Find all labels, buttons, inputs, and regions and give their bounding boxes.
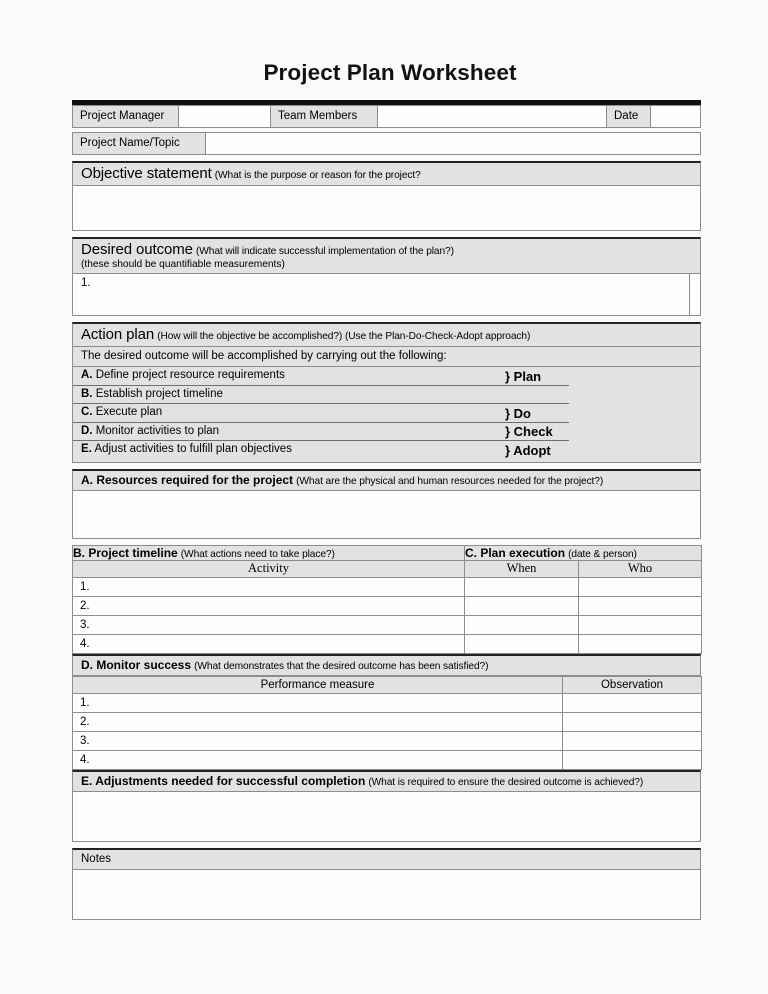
project-name-label: Project Name/Topic xyxy=(72,132,206,155)
monitor-measure-input[interactable] xyxy=(73,712,563,731)
monitor-measure-input[interactable] xyxy=(73,693,563,712)
step-label: Execute plan xyxy=(95,406,163,418)
table-row xyxy=(73,577,702,596)
timeline-when-input[interactable] xyxy=(465,615,579,634)
resources-header xyxy=(72,469,701,491)
timeline-c-header xyxy=(465,545,702,560)
objective-input[interactable] xyxy=(72,186,701,231)
action-plan-step-text xyxy=(81,406,162,418)
timeline-section-headers xyxy=(73,545,702,560)
action-plan-section xyxy=(72,322,701,463)
adjustments-header xyxy=(72,770,701,792)
timeline-b-hint: (What actions need to take place?) xyxy=(180,548,335,560)
table-row xyxy=(73,596,702,615)
desired-outcome-header xyxy=(72,237,701,274)
step-letter: E. xyxy=(81,443,92,455)
adjustments-section xyxy=(72,770,701,842)
monitor-observation-input[interactable] xyxy=(563,750,702,769)
step-brace-check: } Check xyxy=(505,424,553,440)
notes-input[interactable] xyxy=(72,870,701,920)
action-plan-step xyxy=(73,367,700,386)
timeline-column-headers xyxy=(73,560,702,577)
desired-outcome-section xyxy=(72,237,701,316)
action-plan-header xyxy=(72,322,701,347)
step-label: Adjust activities to fulfill plan objectives xyxy=(94,443,292,455)
objective-section xyxy=(72,161,701,231)
page-title: Project Plan Worksheet xyxy=(263,60,517,85)
timeline-who-input[interactable] xyxy=(579,596,702,615)
action-plan-lead-in: The desired outcome will be accomplished by carrying out the following: xyxy=(72,347,701,367)
identity-row xyxy=(72,105,708,128)
monitor-measure-input[interactable] xyxy=(73,731,563,750)
monitor-observation-input[interactable] xyxy=(563,712,702,731)
column-header-performance-measure: Performance measure xyxy=(73,676,563,693)
column-header-when: When xyxy=(465,560,579,577)
monitor-observation-input[interactable] xyxy=(563,693,702,712)
resources-heading: A. Resources required for the project xyxy=(81,472,294,487)
project-name-row xyxy=(72,132,708,155)
row-number: 1. xyxy=(80,580,90,593)
step-brace-adopt: } Adopt xyxy=(505,442,551,458)
notes-header: Notes xyxy=(72,848,701,870)
step-letter: D. xyxy=(81,424,93,437)
timeline-activity-input[interactable] xyxy=(73,634,465,653)
desired-outcome-subhint: (these should be quantifiable measurements) xyxy=(81,259,285,270)
monitor-measure-input[interactable] xyxy=(73,750,563,769)
project-name-input[interactable] xyxy=(206,132,701,155)
table-row xyxy=(73,750,702,769)
monitor-heading: D. Monitor success xyxy=(81,657,192,672)
project-manager-input[interactable] xyxy=(179,105,271,128)
monitor-section xyxy=(72,654,701,770)
row-number: 3. xyxy=(80,618,90,631)
timeline-b-header xyxy=(73,545,465,560)
step-letter: B. xyxy=(81,387,93,400)
table-row xyxy=(73,712,702,731)
action-plan-hint: (How will the objective be accomplished?) (Use the Plan-Do-Check-Adopt approach) xyxy=(157,331,531,342)
action-plan-step-text xyxy=(81,388,223,400)
row-number: 2. xyxy=(80,715,90,728)
action-plan-step xyxy=(73,386,700,405)
column-header-observation: Observation xyxy=(563,676,702,693)
action-plan-step xyxy=(73,423,700,442)
step-brace-do: } Do xyxy=(505,405,531,421)
timeline-when-input[interactable] xyxy=(465,634,579,653)
adjustments-input[interactable] xyxy=(72,792,701,842)
step-label: Monitor activities to plan xyxy=(95,424,220,437)
column-header-activity: Activity xyxy=(73,560,465,577)
timeline-who-input[interactable] xyxy=(579,615,702,634)
resources-section xyxy=(72,469,701,539)
timeline-when-input[interactable] xyxy=(465,596,579,615)
team-members-input[interactable] xyxy=(378,105,607,128)
monitor-header xyxy=(72,654,701,676)
timeline-c-hint: (date & person) xyxy=(568,548,637,560)
timeline-table xyxy=(72,545,702,654)
timeline-who-input[interactable] xyxy=(579,634,702,653)
row-number: 1. xyxy=(80,696,90,709)
adjustments-heading: E. Adjustments needed for successful completion xyxy=(81,773,366,788)
monitor-observation-input[interactable] xyxy=(563,731,702,750)
timeline-activity-input[interactable] xyxy=(73,596,465,615)
resources-input[interactable] xyxy=(72,491,701,539)
worksheet-body xyxy=(72,100,708,920)
timeline-activity-input[interactable] xyxy=(73,615,465,634)
desired-outcome-item-number: 1. xyxy=(81,277,91,289)
notes-section xyxy=(72,848,701,920)
monitor-table xyxy=(72,676,702,770)
step-letter: A. xyxy=(81,369,93,381)
team-members-label: Team Members xyxy=(271,105,378,128)
timeline-who-input[interactable] xyxy=(579,577,702,596)
desired-outcome-divider xyxy=(689,274,690,315)
project-manager-label: Project Manager xyxy=(72,105,179,128)
timeline-c-heading: C. Plan execution xyxy=(465,545,566,560)
action-plan-step-text xyxy=(81,425,219,437)
action-plan-step xyxy=(73,441,700,460)
objective-hint: (What is the purpose or reason for the project? xyxy=(214,170,421,181)
adjustments-hint: (What is required to ensure the desired outcome is achieved?) xyxy=(368,776,644,788)
table-row xyxy=(73,634,702,653)
step-brace-plan: } Plan xyxy=(505,368,542,384)
date-label: Date xyxy=(607,105,651,128)
table-row xyxy=(73,615,702,634)
action-plan-steps xyxy=(72,367,701,463)
desired-outcome-hint: (What will indicate successful implementation of the plan?) xyxy=(195,246,454,257)
timeline-when-input[interactable] xyxy=(465,577,579,596)
action-plan-step xyxy=(73,404,700,423)
action-plan-heading: Action plan xyxy=(81,326,155,343)
resources-hint: (What are the physical and human resources needed for the project?) xyxy=(296,475,604,487)
timeline-activity-input[interactable] xyxy=(73,577,465,596)
timeline-section xyxy=(72,545,701,654)
monitor-hint: (What demonstrates that the desired outcome has been satisfied?) xyxy=(194,660,489,672)
step-label: Establish project timeline xyxy=(95,387,223,400)
timeline-b-heading: B. Project timeline xyxy=(73,545,178,560)
objective-heading: Objective statement xyxy=(81,165,212,182)
action-plan-step-text xyxy=(81,369,285,381)
desired-outcome-input[interactable] xyxy=(72,274,701,316)
row-number: 4. xyxy=(80,637,90,650)
monitor-column-headers xyxy=(73,676,702,693)
table-row xyxy=(73,693,702,712)
desired-outcome-heading: Desired outcome xyxy=(81,241,193,258)
row-number: 3. xyxy=(80,734,90,747)
action-plan-step-text xyxy=(81,443,292,455)
table-row xyxy=(73,731,702,750)
step-letter: C. xyxy=(81,406,93,418)
column-header-who: Who xyxy=(579,560,702,577)
row-number: 4. xyxy=(80,753,90,766)
date-input[interactable] xyxy=(651,105,701,128)
objective-header xyxy=(72,161,701,186)
step-label: Define project resource requirements xyxy=(95,369,285,381)
row-number: 2. xyxy=(80,599,90,612)
